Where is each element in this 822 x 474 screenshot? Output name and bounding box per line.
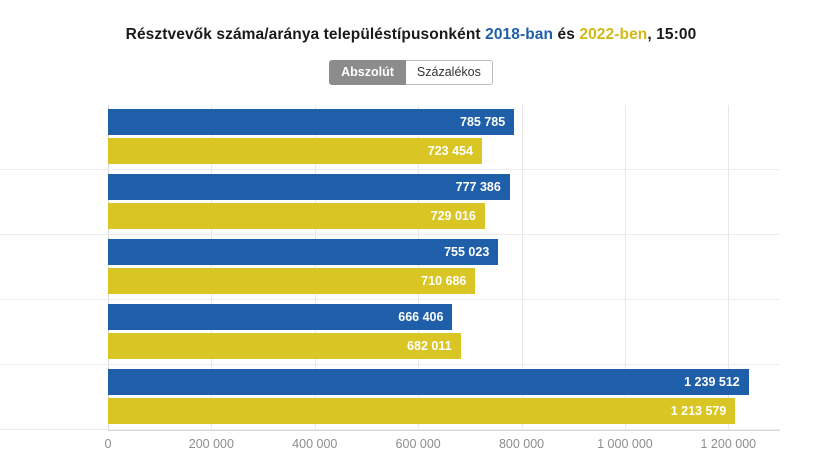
x-tick-label: 1 200 000 — [700, 437, 757, 451]
bar-2018[interactable] — [108, 174, 510, 200]
bar-value-label: 666 406 — [398, 309, 444, 324]
x-tick-label: 1 000 000 — [597, 437, 653, 451]
title-text-part1: Résztvevők száma/aránya településtípusonként — [125, 26, 486, 43]
bar-value-label: 755 023 — [444, 244, 490, 259]
bar-value-label: 777 386 — [455, 179, 501, 194]
bar-group — [108, 235, 780, 300]
bar-2022[interactable] — [108, 138, 482, 164]
title-year-2018: 2018-ban — [485, 26, 554, 43]
bar-2022[interactable] — [108, 268, 475, 294]
title-text-and: és — [553, 26, 580, 43]
chart-plot-area — [104, 105, 780, 451]
bar-2018[interactable] — [108, 304, 452, 330]
x-axis-line — [108, 430, 780, 431]
x-tick-label: 800 000 — [498, 437, 545, 451]
bar-value-label: 785 785 — [460, 114, 506, 129]
bar-2018[interactable] — [108, 239, 498, 265]
x-tick-label: 400 000 — [292, 437, 338, 451]
bar-group — [108, 300, 780, 365]
title-text-part2: , 15:00 — [647, 26, 697, 43]
bar-value-label: 1 239 512 — [684, 374, 740, 389]
bar-group — [108, 170, 780, 235]
bar-group — [108, 365, 780, 430]
toggle-percentage-button[interactable]: Százalékos — [406, 60, 493, 85]
toggle-absolute-button[interactable]: Abszolút — [329, 60, 406, 85]
view-mode-toggle[interactable] — [0, 60, 822, 85]
bar-value-label: 682 011 — [407, 338, 452, 353]
bar-value-label: 1 213 579 — [670, 403, 727, 418]
x-tick-label: 0 — [104, 437, 112, 451]
bar-value-label: 729 016 — [430, 208, 476, 223]
bar-2018[interactable] — [108, 109, 514, 135]
page-title — [0, 26, 822, 44]
bar-2022[interactable] — [108, 333, 461, 359]
bar-value-label: 710 686 — [421, 273, 467, 288]
x-tick-label: 600 000 — [395, 437, 441, 451]
bar-2018[interactable] — [108, 369, 749, 395]
bar-2022[interactable] — [108, 398, 735, 424]
bar-value-label: 723 454 — [427, 143, 473, 158]
x-tick-label: 200 000 — [188, 437, 234, 451]
bar-2022[interactable] — [108, 203, 485, 229]
bar-group — [108, 105, 780, 170]
title-year-2022: 2022-ben — [579, 26, 648, 43]
